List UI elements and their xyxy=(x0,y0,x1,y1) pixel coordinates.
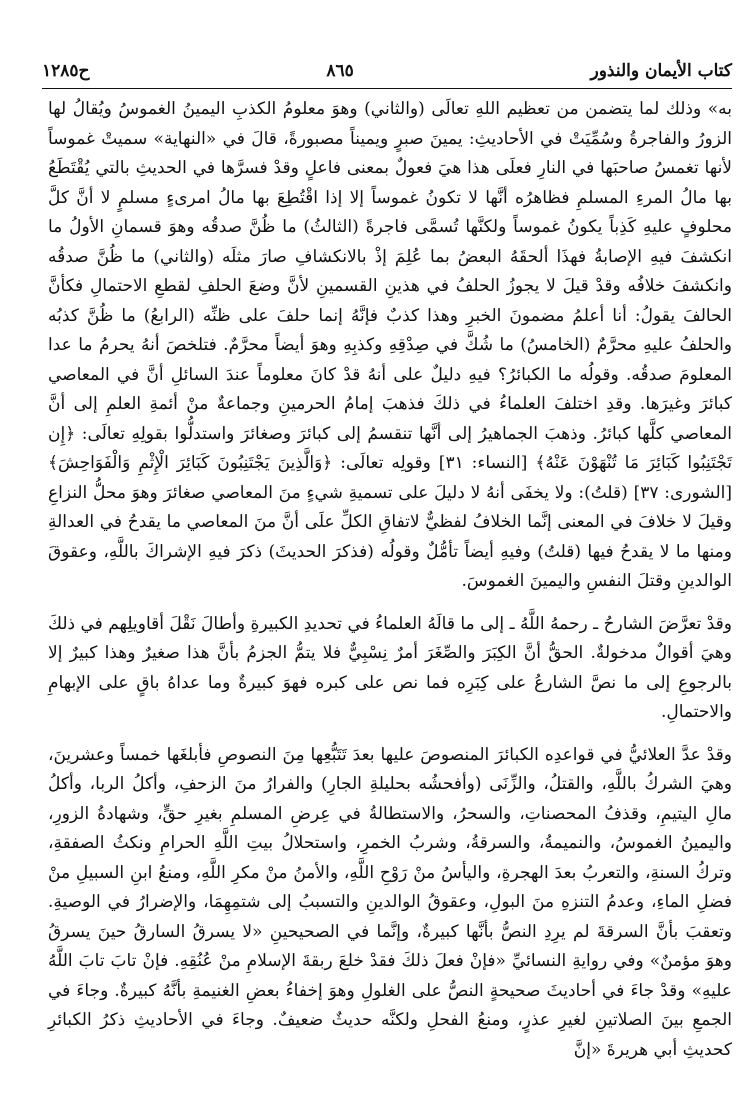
page-number: ٨٦٥ xyxy=(326,61,354,81)
hadith-number: ح١٢٨٥ xyxy=(42,61,90,81)
header-divider xyxy=(42,88,732,89)
book-title: كتاب الأيمان والنذور xyxy=(590,61,732,81)
paragraph: وقدْ تعرَّضَ الشارحُ ـ رحمهُ اللَّهُ ـ إلى ما قالَهُ العلماءُ في تحديدِ الكبيرةِ وأطالَ نَقْلَ أقاويلِهم في ذلكَ وهيَ أقوالٌ مدخولةٌ. الحقُّ أنَّ الكِبَرَ والصِّغَرَ أمرٌ نِسْبِيٌّ فلا يتمُّ الجزمُ بأنَّ هذا صغيرٌ وهذا كبيرٌ إلا بالرجوعِ إلى ما نصَّ الشارعُ على كِبَرِه فما نص على كبره فهوَ كبيرةٌ وما عداهُ باقٍ على الإبهامِ والاحتمالِ. xyxy=(48,613,732,722)
paragraph: به» وذلك لما يتضمن من تعظيم اللهِ تعالَى (والثاني) وهوَ معلومُ الكذبِ اليمينُ الغموسُ ويُقالُ لها الزورُ والفاجرةُ وسُمِّيَتْ في الأحاديثِ: يمينَ صبرٍ ويميناً مصبورةً، قالَ في «النهاية» سميتْ غموساً لأنها تغمسُ صاحبَها في النارِ فعلَى هذا هيَ فعولٌ بمعنى فاعلٍ وقدْ فسرَّها في الحديثِ بالتي يُقْتَطَعُ بها مالُ المرءِ المسلمِ فظاهرُه أنَّها لا تكونُ غموساً إلا إذا اقْتُطِعَ بها مالُ امرىءٍ مسلمٍ لا أنَّ كلَّ محلوفٍ عليهِ كَذِباً يكونُ غموساً ولكنَّها تُسمَّى فاجرةً (الثالثُ) ما ظُنَّ صدقُه وهوَ قسمانِ الأولُ ما انكشفَ فيهِ الإصابةُ فهذَا ألحقَهُ البعضُ بما عُلِمَ إذْ بالانكشافِ صارَ مثلَه (والثاني) ما ظُنَّ صدقُه وانكشفَ خلافُه وقدْ قيلَ لا يجوزُ الحلفُ في هذينِ القسمينِ لأنَّ وضعَ الحلفِ لقطعِ الاحتمالِ فكأنَّ الحالفَ يقولُ: أنا أعلمُ مضمونَ الخبرِ وهذا كذبٌ فإنَّهُ إنما حلفَ على ظنِّه (الرابعُ) ما ظُنَّ كذبُه والحلفُ عليهِ محرَّمٌ (الخامسُ) ما شُكَّ في صِدْقِهِ وكذبِهِ وهوَ أيضاً محرَّمٌ. فتلخصَ أنهُ يحرمُ ما عدا المعلومَ صدقُه. وقولُه ما الكبائرُ؟ فيهِ دليلٌ على أنهُ قدْ كانَ معلوماً عندَ السائلِ أنَّ في المعاصي كبائرَ وغيرَها. وقدِ اختلفَ العلماءُ في ذلكَ فذهبَ إمامُ الحرمينِ وجماعةٌ منْ أئمةِ العلمِ إلى أنَّ المعاصي كلَّها كبائرُ. وذهبَ الجماهيرُ إلى أنَّها تنقسمُ إلى كبائرَ وصغائرَ واستدلُّوا بقولِهِ تعالَى: ﴿إِن تَجْتَنِبُوا كَبَائِرَ مَا تُنْهَوْنَ عَنْهُ﴾ [النساء: ٣١] وقولِه تعالَى: ﴿وَالَّذِينَ يَجْتَنِبُونَ كَبَائِرَ الْإِثْمِ وَالْفَوَاحِشَ﴾ [الشورى: ٣٧] (قلتُ): ولا يخفَى أنهُ لا دليلَ على تسميةِ شيءٍ منَ المعاصي صغائرَ وهوَ محلُّ النزاعِ وقيلَ لا خلافَ في المعنى إنَّما الخلافُ لفظيٌّ لاتفاقِ الكلِّ علَى أنَّ منَ المعاصي ما يقدحُ في العدالةِ ومنها ما لا يقدحُ فيها (قلتُ) وفيهِ أيضاً تأمُّلٌ وقولُه (فذكرَ الحديثَ) ذكرَ فيهِ الإشراكَ باللَّهِ، وعقوقَ الوالدينِ وقتلَ النفسِ واليمينَ الغموسَ. xyxy=(48,99,732,591)
main-text xyxy=(48,95,732,1065)
paragraph: وقدْ عدَّ العلائيُّ في قواعدِه الكبائرَ المنصوصَ عليها بعدَ تَتَبُّعِها مِنَ النصوصِ فأبلغَها خمساً وعشرينَ، وهيَ الشركُ باللَّهِ، والقتلُ، والزِّنَى (وأفحشُه بحليلةِ الجارِ) والفرارُ منَ الزحفِ، وأكلُ الربا، وأكلُ مالِ اليتيمِ، وقذفُ المحصناتِ، والسحرُ، والاستطالةُ في عِرضِ المسلمِ بغيرِ حقٍّ، وشهادةُ الزورِ، واليمينُ الغموسُ، والنميمةُ، والسرقةُ، وشربُ الخمرِ، واستحلالُ بيتِ اللَّهِ الحرامِ ونكثُ الصفقةِ، وتركُ السنةِ، والتعربُ بعدَ الهجرةِ، واليأسُ منْ رَوْحِ اللَّهِ، والأمنُ منْ مكرِ اللَّهِ، ومنعُ ابنِ السبيلِ منْ فضلِ الماءِ، وعدمُ التنزهِ منَ البولِ، وعقوقُ الوالدينِ والتسببُ إلى شتمِهِمَا، والإضرارُ في الوصيةِ. وتعقبَ بأنَّ السرقةَ لم يرِدِ النصُّ بأنَّها كبيرةٌ، وإنَّما في الصحيحينِ «لا يسرقُ السارقُ حينَ يسرقُ وهوَ مؤمنٌ» وفي روايةِ النسائيِّ «فإنْ فعلَ ذلكَ فقدْ خلعَ ربقةَ الإسلامِ منْ عُنُقِهِ. فإنْ تابَ تابَ اللَّهُ عليهِ» وقدْ جاءَ في أحاديثَ صحيحةٍ النصُّ على الغلولِ وهوَ إخفاءُ بعضِ الغنيمةِ بأنَّهُ كبيرةٌ. وجاءَ في الجمعِ بينَ الصلاتينِ لغيرِ عذرٍ، ومنعُ الفحلِ ولكنَّه حديثٌ ضعيفٌ. وجاءَ في الأحاديثِ ذكرُ الكبائرِ كحديثِ أبي هريرةَ «إنَّ xyxy=(48,744,732,1060)
running-header xyxy=(42,58,732,84)
